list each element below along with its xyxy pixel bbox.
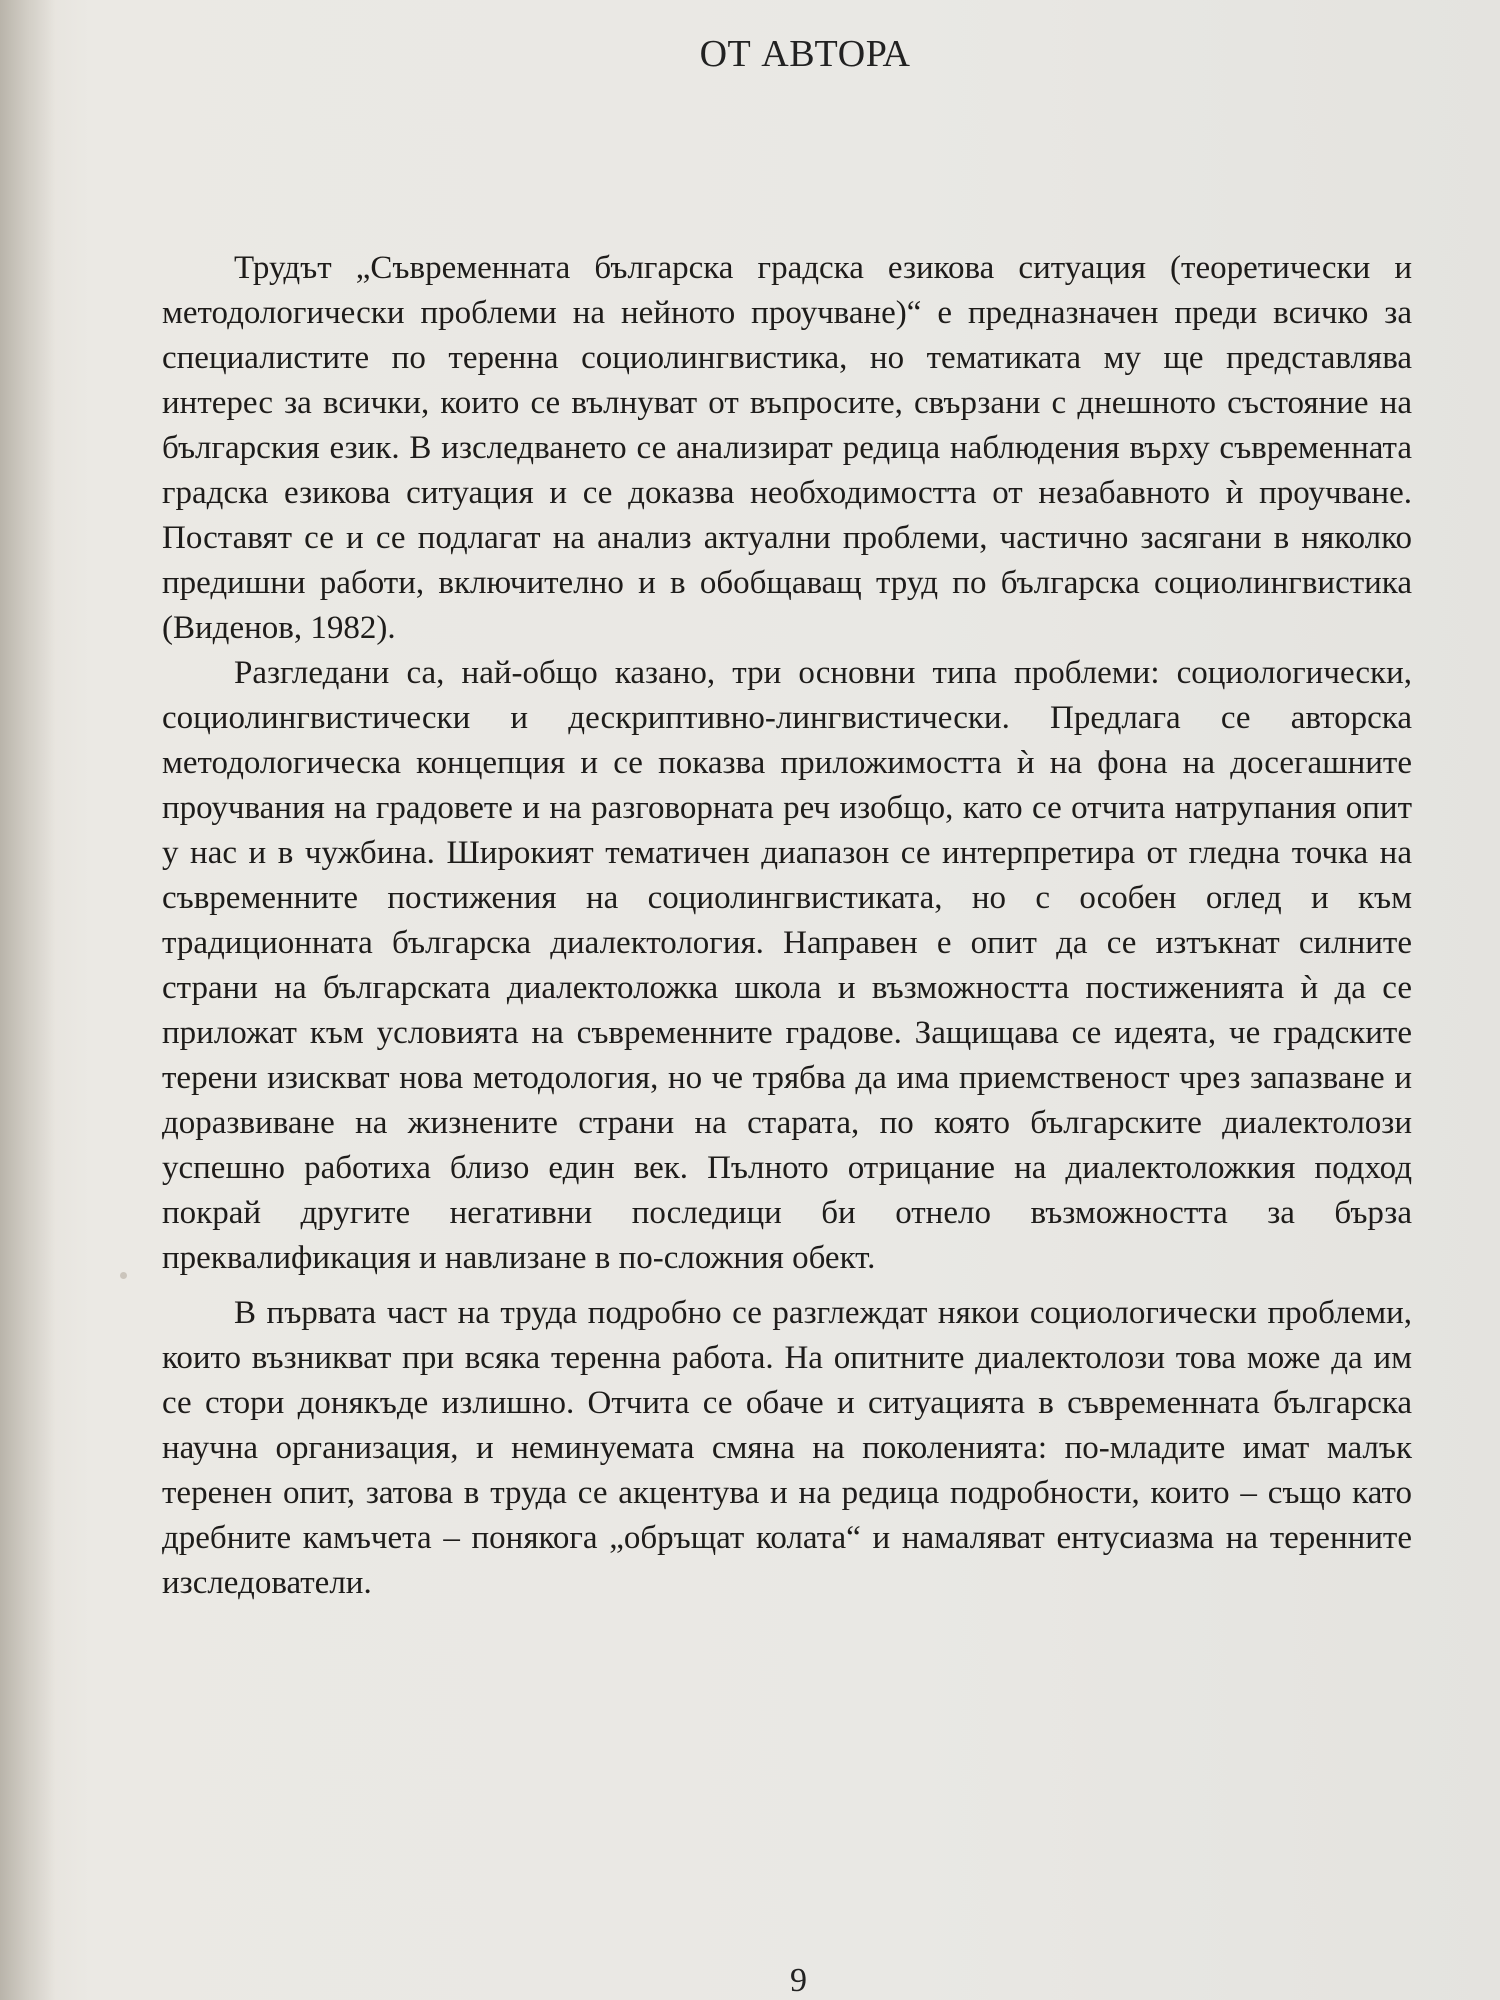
- paragraph-1: Трудът „Съвременната българска градска езикова ситуация (теоретически и методологически проблеми на нейното проучване)“ е предназначен преди всичко за специалистите по теренна социолингвистика, но тематиката му ще представлява интерес за всички, които се вълнуват от въпросите, свързани с днешното състояние на българския език. В изследването се анализират редица наблюдения върху съвременната градска езикова ситуация и се доказва необходимостта от незабавното ѝ проучване. Поставят се и се подлагат на анализ актуални проблеми, частично засягани в няколко предишни работи, включително и в обобщаващ труд по българска социолингвистика (Виденов, 1982).: [162, 250, 1412, 646]
- body-text: [162, 246, 1412, 1606]
- paragraph-2: Разгледани са, най-общо казано, три основни типа проблеми: социологически, социолингвистически и дескриптивно-лингвистически. Предлага се авторска методологическа концепция и се показва приложимостта ѝ на фона на досегашните проучвания на градовете и на разговорната реч изобщо, като се отчита натрупания опит у нас и в чужбина. Широкият тематичен диапазон се интерпретира от гледна точка на съвременните постижения на социолингвистиката, но с особен оглед и към традиционната българска диалектология. Направен е опит да се изтъкнат силните страни на българската диалектоложка школа и възможността постиженията ѝ да се приложат към условията на съвременните градове. Защищава се идеята, че градските терени изискват нова методология, но че трябва да има приемственост чрез запазване и доразвиване на жизнените страни на старата, по която българските диалектолози успешно работиха близо един век. Пълното отрицание на диалектоложкия подход покрай другите негативни последици би отнело възможността за бърза преквалификация и навлизане в по-сложния обект.: [162, 655, 1412, 1276]
- paragraph-3: В първата част на труда подробно се разглеждат някои социологически проблеми, които възникват при всяка теренна работа. На опитните диалектолози това може да им се стори донякъде излишно. Отчита се обаче и ситуацията в съвременната българска научна организация, и неминуемата смяна на поколенията: по-младите имат малък теренен опит, затова в труда се акцентува и на редица подробности, които – също като дребните камъчета – понякога „обръщат колата“ и намаляват ентусиазма на теренните изследователи.: [162, 1295, 1412, 1601]
- page-number: 9: [790, 1962, 807, 1999]
- page-heading: ОТ АВТОРА: [699, 33, 911, 75]
